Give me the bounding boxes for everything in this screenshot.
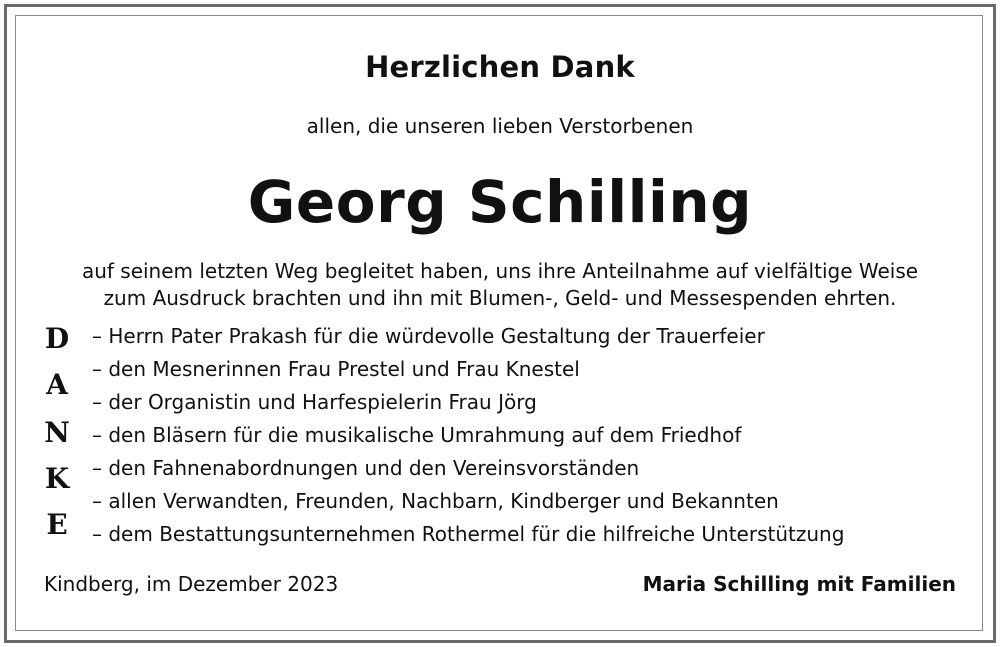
thanks-item: – der Organistin und Harfespielerin Frau Jörg	[92, 390, 537, 414]
signature: Maria Schilling mit Familien	[642, 572, 956, 596]
danke-letter: N	[44, 416, 70, 449]
thanks-item: – dem Bestattungsunternehmen Rothermel für die hilfreiche Unterstützung	[92, 522, 845, 546]
danke-letter: E	[46, 508, 68, 541]
deceased-name: Georg Schilling	[247, 168, 753, 236]
heading: Herzlichen Dank	[365, 50, 635, 84]
danke-letter: D	[44, 322, 70, 355]
thanks-item: – den Mesnerinnen Frau Prestel und Frau Knestel	[92, 357, 580, 381]
thanks-list	[92, 320, 844, 551]
place-date: Kindberg, im Dezember 2023	[44, 572, 339, 596]
danke-letter: K	[44, 462, 70, 495]
intro-text: allen, die unseren lieben Verstorbenen	[306, 114, 694, 138]
thanks-item: – den Bläsern für die musikalische Umrahmung auf dem Friedhof	[92, 423, 742, 447]
body-line: zum Ausdruck brachten und ihn mit Blumen-, Geld- und Messespenden ehrten.	[103, 286, 897, 310]
thanks-item: – den Fahnenabordnungen und den Vereinsvorständen	[92, 456, 640, 480]
body-line: auf seinem letzten Weg begleitet haben, uns ihre Anteilnahme auf vielfältige Weise	[81, 259, 919, 283]
danke-letter: A	[46, 368, 68, 401]
thanks-item: – Herrn Pater Prakash für die würdevolle Gestaltung der Trauerfeier	[92, 324, 765, 348]
body-text	[0, 258, 1000, 312]
thanks-item: – allen Verwandten, Freunden, Nachbarn, Kindberger und Bekannten	[92, 489, 779, 513]
